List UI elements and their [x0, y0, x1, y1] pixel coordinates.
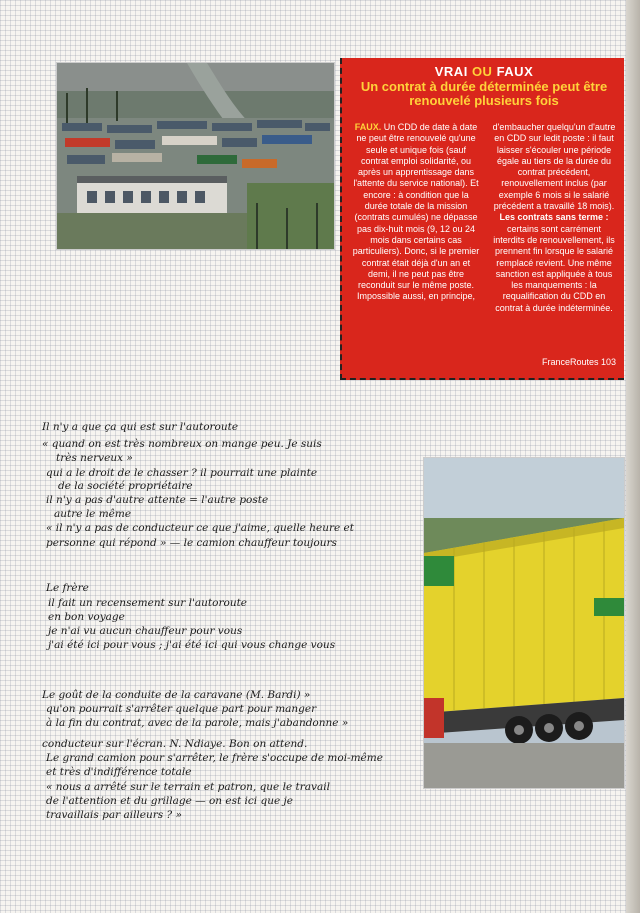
clipping-credit: FranceRoutes 103 — [541, 357, 616, 367]
kicker-ou: OU — [471, 64, 493, 79]
column-1-text: Un CDD de date à date ne peut être renouvelé qu'une seule et unique fois (sauf contrat emploi solidarité, ou après un apprentissage dans l'attente du service national). Et encore : à condition que la durée totale de la mission (contrats cumulés) ne dépasse pas dix-huit mois (9, 12 ou 24 mois dans certains cas particuliers). Donc, si le premier contrat était déjà d'un an et demi, il ne peut pas être reconduit sur le même poste. — [352, 122, 480, 291]
column-1-tail: Impossible aussi, en principe, — [356, 291, 476, 302]
handwriting-line: autre le même — [54, 508, 132, 520]
handwriting-line: en bon voyage — [48, 611, 125, 623]
handwriting-line: travaillais par ailleurs ? » — [46, 809, 182, 821]
handwriting-line: qui a le droit de le chasser ? il pourrait une plainte — [46, 467, 318, 479]
clipping-header — [350, 64, 618, 108]
handwriting-line: Le frère — [46, 582, 89, 594]
kicker-faux: FAUX — [496, 64, 534, 79]
handwriting-line: « nous a arrêté sur le terrain et patron, que le travail — [46, 781, 330, 793]
clipping-column-1 — [352, 122, 480, 314]
handwriting-line: qu'on pourrait s'arrêter quelque part pour manger — [46, 703, 317, 715]
handwriting-line: conducteur sur l'écran. N. Ndiaye. Bon on attend. — [42, 738, 308, 750]
kicker-vrai: VRAI — [434, 64, 468, 79]
handwriting-line: de l'attention et du grillage — on est ici que je — [46, 795, 293, 807]
handwriting-line: il n'y a pas d'autre attente = l'autre poste — [46, 494, 269, 506]
notebook-spine — [626, 0, 640, 913]
column-2-text: d'embaucher quelqu'un d'autre en CDD sur ledit poste : il faut laisser s'écouler une période égale au tiers de la durée du contrat précédent, renouvellement inclus (par exemple 6 mois si le salarié précédent a travaillé 18 mois). — [492, 122, 616, 212]
clipping-body — [352, 122, 618, 314]
handwriting-line: Il n'y a que ça qui est sur l'autoroute — [42, 421, 239, 433]
clipping-column-2 — [490, 122, 618, 314]
handwriting-line: Le grand camion pour s'arrêter, le frère s'occupe de moi-même — [46, 752, 383, 764]
answer-lead: FAUX. — [354, 122, 382, 132]
handwriting-line: Le goût de la conduite de la caravane (M. Bardi) » — [42, 689, 311, 701]
handwriting-line: il fait un recensement sur l'autoroute — [48, 597, 248, 609]
handwriting-line: à la fin du contrat, avec de la parole, mais j'abandonne » — [46, 717, 349, 729]
handwriting-line: de la société propriétaire — [58, 480, 193, 492]
handwriting-line: j'ai été ici pour vous ; j'ai été ici qui vous change vous — [48, 639, 336, 651]
clipping-kicker — [350, 64, 618, 79]
handwriting-line: et très d'indifférence totale — [46, 766, 192, 778]
handwriting-line: « il n'y a pas de conducteur ce que j'aime, quelle heure et — [46, 522, 354, 534]
truck-depot-photo — [57, 63, 334, 249]
clipping-title: Un contrat à durée déterminée peut être renouvelé plusieurs fois — [360, 79, 608, 108]
column-2-subhead: Les contrats sans terme : — [499, 212, 609, 223]
vrai-ou-faux-clipping — [340, 58, 624, 380]
handwriting-line: personne qui répond » — le camion chauffeur toujours — [46, 537, 337, 549]
yellow-truck-photo — [424, 458, 624, 788]
handwriting-line: je n'ai vu aucun chauffeur pour vous — [48, 625, 243, 637]
column-2-text-2: certains sont carrément interdits de renouvellement, ils prennent fin lorsque le salarié remplacé revient. Une même sanction est appliquée à tous les manquements : la requalification du CDD en contrat à durée indéterminée. — [493, 223, 615, 313]
handwriting-line: « quand on est très nombreux on mange peu. Je suis — [42, 438, 322, 450]
handwriting-line: très nerveux » — [56, 452, 133, 464]
